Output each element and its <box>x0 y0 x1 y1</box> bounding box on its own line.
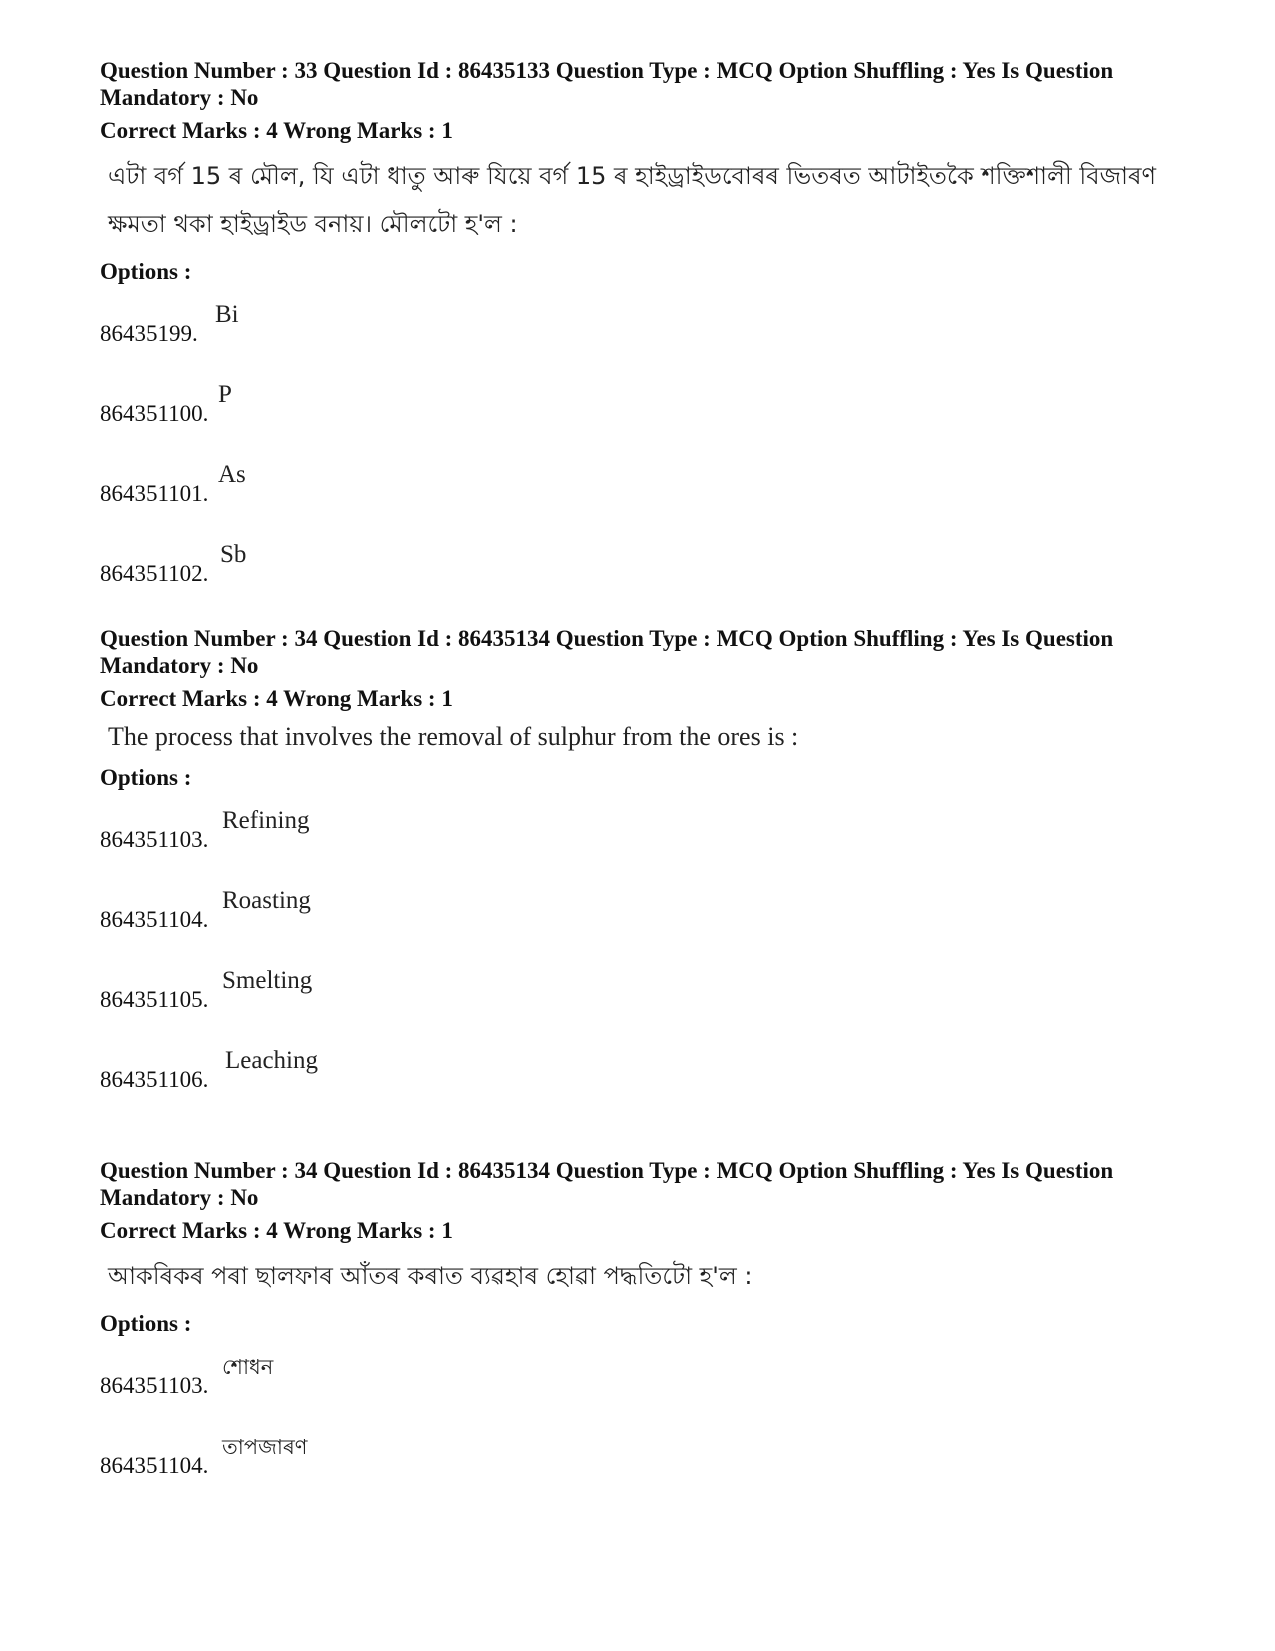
option-id: 864351103. <box>100 1373 209 1398</box>
option-id: 864351103. <box>100 827 209 852</box>
question-marks: Correct Marks : 4 Wrong Marks : 1 <box>100 686 453 711</box>
option-id: 864351100. <box>100 401 209 426</box>
options-label: Options : <box>100 1311 192 1336</box>
option-value: Sb <box>220 541 247 568</box>
option-id: 864351105. <box>100 987 209 1012</box>
option-item <box>100 525 1180 605</box>
options-label: Options : <box>100 259 192 284</box>
question-marks: Correct Marks : 4 Wrong Marks : 1 <box>100 118 453 143</box>
option-value: Smelting <box>222 967 313 994</box>
question-text: The process that involves the removal of sulphur from the ores is : <box>108 722 799 751</box>
options-label: Options : <box>100 765 192 790</box>
option-item <box>100 445 1180 525</box>
option-id: 86435199. <box>100 321 198 346</box>
question-marks: Correct Marks : 4 Wrong Marks : 1 <box>100 1218 453 1243</box>
option-id: 864351104. <box>100 1453 209 1478</box>
question-block-34-en <box>100 625 1180 1111</box>
option-item <box>100 871 1180 951</box>
option-item <box>100 791 1180 871</box>
option-value: As <box>218 461 246 488</box>
question-block-34-as <box>100 1157 1180 1497</box>
option-value: Leaching <box>225 1047 319 1074</box>
option-item <box>100 1337 1180 1417</box>
question-meta: Question Number : 34 Question Id : 86435134 Question Type : MCQ Option Shuffling : Yes Is Question Mandatory : No <box>100 626 1114 678</box>
option-item <box>100 365 1180 445</box>
option-item <box>100 285 1180 365</box>
option-item <box>100 1417 1180 1497</box>
option-id: 864351106. <box>100 1067 209 1092</box>
question-text: এটা বৰ্গ 15 ৰ মৌল, যি এটা ধাতু আৰু যিয়ে বৰ্গ 15 ৰ হাইড্ৰাইডবোৰৰ ভিতৰত আটাইতকৈ শক্তিশালী বিজাৰণ ক্ষমতা থকা হাইড্ৰাইড বনায়। মৌলটো হ'ল : <box>108 162 1157 238</box>
option-id: 864351102. <box>100 561 209 586</box>
question-text: আকৰিকৰ পৰা ছালফাৰ আঁতৰ কৰাত ব্যৱহাৰ হোৱা পদ্ধতিটো হ'ল : <box>108 1262 753 1290</box>
option-value: শোধন <box>222 1355 274 1379</box>
option-item <box>100 1031 1180 1111</box>
question-meta: Question Number : 33 Question Id : 86435133 Question Type : MCQ Option Shuffling : Yes Is Question Mandatory : No <box>100 58 1114 110</box>
option-value: Bi <box>215 301 239 328</box>
question-meta: Question Number : 34 Question Id : 86435134 Question Type : MCQ Option Shuffling : Yes Is Question Mandatory : No <box>100 1158 1114 1210</box>
option-value: Refining <box>222 807 310 834</box>
option-value: P <box>218 381 232 408</box>
option-value: Roasting <box>222 887 311 914</box>
option-value: তাপজাৰণ <box>222 1435 308 1459</box>
option-id: 864351104. <box>100 907 209 932</box>
option-id: 864351101. <box>100 481 209 506</box>
option-item <box>100 951 1180 1031</box>
question-block-33 <box>100 57 1180 605</box>
